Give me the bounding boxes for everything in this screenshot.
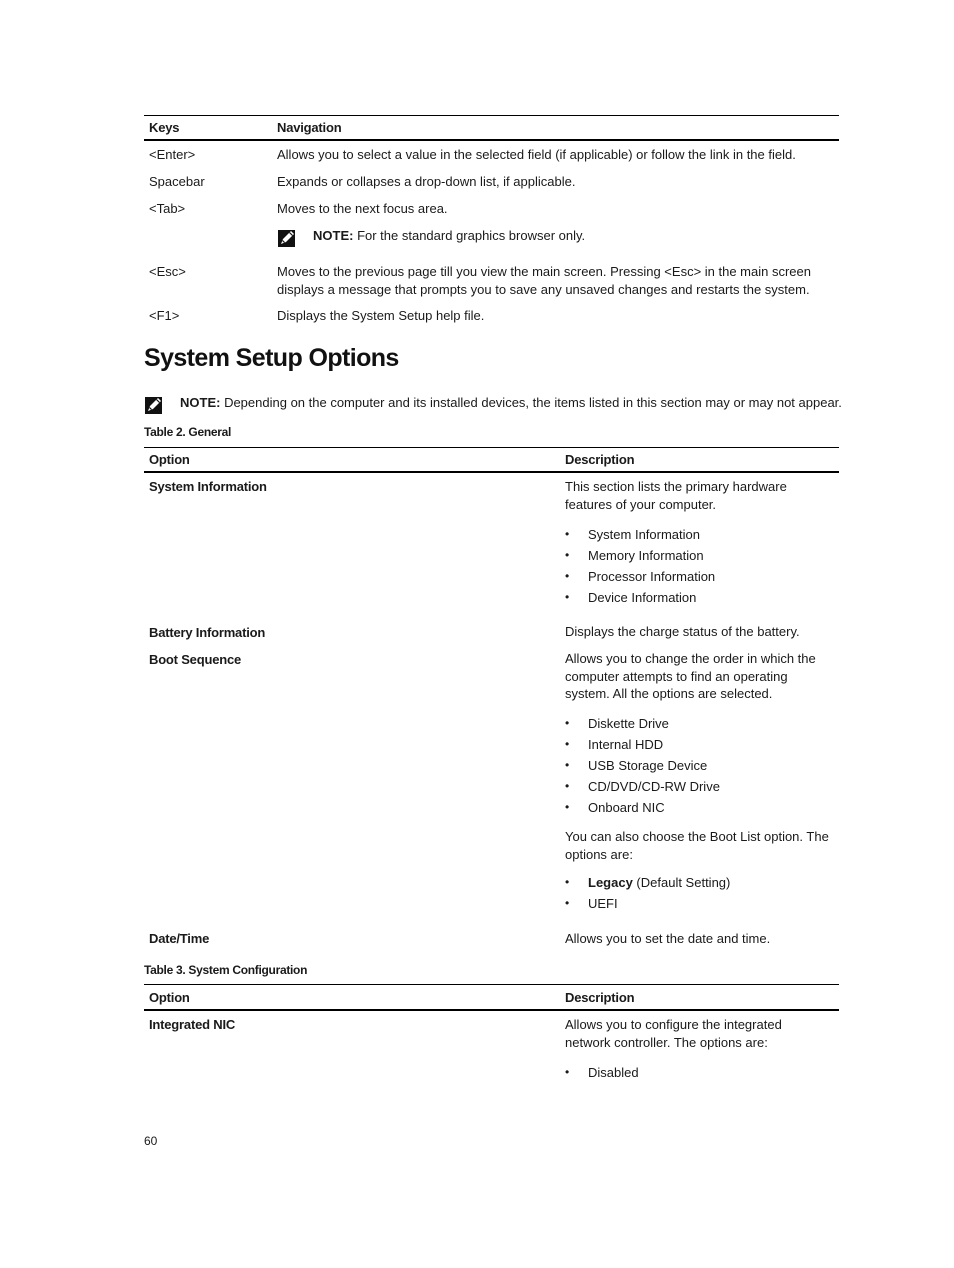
note-text: Depending on the computer and its installed devices, the items listed in this section may or may not appear. bbox=[220, 395, 842, 410]
list-item: • Internal HDD bbox=[565, 736, 720, 757]
system-information-list bbox=[565, 526, 715, 610]
description-column-header: Description bbox=[565, 452, 635, 467]
note-pencil-icon bbox=[144, 395, 164, 415]
list-item: • USB Storage Device bbox=[565, 757, 720, 778]
section-note bbox=[180, 394, 840, 412]
legacy-suffix: (Default Setting) bbox=[632, 875, 731, 890]
list-item: • System Information bbox=[565, 526, 715, 547]
system-information-description: This section lists the primary hardware features of your computer. bbox=[565, 479, 787, 512]
note-text: For the standard graphics browser only. bbox=[353, 228, 586, 243]
table-top-rule bbox=[144, 984, 839, 985]
header-rule bbox=[144, 139, 839, 141]
battery-information-description: Displays the charge status of the battery. bbox=[565, 624, 800, 639]
note-pencil-icon bbox=[277, 228, 297, 248]
table-top-rule bbox=[144, 115, 839, 116]
boot-sequence-list bbox=[565, 715, 720, 820]
keys-column-header: Keys bbox=[149, 120, 180, 135]
key-enter-description: Allows you to select a value in the selected field (if applicable) or follow the link in the field. bbox=[277, 147, 796, 162]
list-item: • Memory Information bbox=[565, 547, 715, 568]
table2-caption: Table 2. General bbox=[144, 425, 232, 439]
note-label: NOTE: bbox=[313, 228, 354, 243]
tab-note bbox=[313, 227, 833, 245]
legacy-label: Legacy bbox=[588, 875, 633, 890]
list-item: • Diskette Drive bbox=[565, 715, 720, 736]
key-enter: <Enter> bbox=[149, 147, 196, 162]
section-title: System Setup Options bbox=[144, 344, 399, 372]
list-item-uefi: • UEFI bbox=[565, 895, 730, 916]
key-f1-description: Displays the System Setup help file. bbox=[277, 308, 485, 323]
list-item: • CD/DVD/CD-RW Drive bbox=[565, 778, 720, 799]
key-f1: <F1> bbox=[149, 308, 180, 323]
key-esc: <Esc> bbox=[149, 264, 186, 279]
key-tab-description: Moves to the next focus area. bbox=[277, 201, 448, 216]
key-esc-description: Moves to the previous page till you view the main screen. Pressing <Esc> in the main screen displays a message that prompts you to save any unsaved changes and restarts the system. bbox=[277, 264, 811, 297]
option-battery-information: Battery Information bbox=[149, 625, 266, 640]
list-item-legacy bbox=[565, 874, 730, 895]
list-item: • Processor Information bbox=[565, 568, 715, 589]
option-column-header: Option bbox=[149, 452, 190, 467]
boot-list-options bbox=[565, 874, 730, 916]
description-column-header: Description bbox=[565, 990, 635, 1005]
key-tab: <Tab> bbox=[149, 201, 186, 216]
option-integrated-nic: Integrated NIC bbox=[149, 1017, 236, 1032]
option-column-header: Option bbox=[149, 990, 190, 1005]
boot-list-description: You can also choose the Boot List option. The options are: bbox=[565, 829, 829, 862]
boot-sequence-description: Allows you to change the order in which the computer attempts to find an operating system. All the options are selected. bbox=[565, 651, 816, 701]
page-number: 60 bbox=[144, 1134, 158, 1148]
option-system-information: System Information bbox=[149, 479, 267, 494]
key-spacebar: Spacebar bbox=[149, 174, 205, 189]
header-rule bbox=[144, 1009, 839, 1011]
header-rule bbox=[144, 471, 839, 473]
list-item: • Disabled bbox=[565, 1064, 639, 1085]
navigation-column-header: Navigation bbox=[277, 120, 342, 135]
list-item: • Onboard NIC bbox=[565, 799, 720, 820]
option-boot-sequence: Boot Sequence bbox=[149, 652, 242, 667]
table3-caption: Table 3. System Configuration bbox=[144, 963, 308, 977]
integrated-nic-list bbox=[565, 1064, 639, 1085]
list-item: • Device Information bbox=[565, 589, 715, 610]
table-top-rule bbox=[144, 447, 839, 448]
key-spacebar-description: Expands or collapses a drop-down list, if applicable. bbox=[277, 174, 576, 189]
option-date-time: Date/Time bbox=[149, 931, 210, 946]
note-label: NOTE: bbox=[180, 395, 221, 410]
integrated-nic-description: Allows you to configure the integrated network controller. The options are: bbox=[565, 1017, 782, 1050]
date-time-description: Allows you to set the date and time. bbox=[565, 931, 771, 946]
